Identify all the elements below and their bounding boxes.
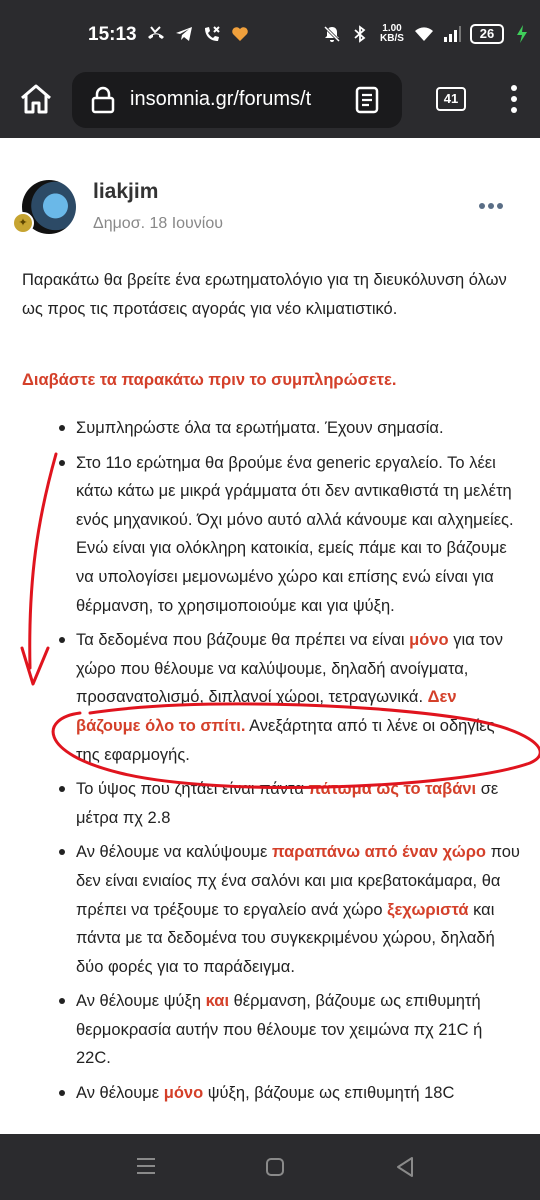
- system-nav-bar: [0, 1134, 540, 1200]
- reader-mode-icon[interactable]: [354, 86, 380, 114]
- annotation-arrowhead: [22, 648, 48, 684]
- status-time: 15:13: [88, 24, 137, 45]
- lock-icon: [90, 86, 116, 114]
- bullet-text: ψύξη, βάζουμε ως επιθυμητή 18C: [203, 1084, 455, 1103]
- mute-icon: [322, 24, 342, 44]
- nav-home-icon[interactable]: [264, 1156, 286, 1178]
- bullet-text: θέρμανση, βάζουμε ως επιθυμητή θερμοκρασία αυτήν που θέλουμε τον χειμώνα πχ 21C ή 22C.: [76, 992, 483, 1068]
- list-item: [76, 626, 520, 769]
- list-item: [76, 449, 520, 621]
- net-speed-unit: KB/S: [380, 33, 404, 44]
- back-icon[interactable]: [394, 1155, 416, 1179]
- bullet-text: Συμπληρώστε όλα τα ερωτήματα. Έχουν σημασία.: [76, 419, 444, 437]
- page-content: [0, 138, 540, 1134]
- list-item: [76, 775, 520, 832]
- home-icon: [16, 80, 56, 120]
- post-date[interactable]: Δημοσ. 18 Ιουνίου: [93, 215, 224, 232]
- bullet-text: Αν θέλουμε να καλύψουμε: [76, 843, 272, 862]
- list-item: [76, 838, 520, 981]
- more-horiz-icon[interactable]: [478, 198, 504, 208]
- highlight-text: και: [205, 992, 230, 1011]
- bullet-text: που δεν είναι ενιαίος πχ ένα σαλόνι και μια κρεβατοκάμαρα, θα πρέπει να τρέξουμε το εργαλείο ανά χώρο: [76, 843, 520, 919]
- bullet-text: Στο 11ο ερώτημα θα βρούμε ένα generic εργαλείο. Το λέει κάτω κάτω με μικρά γράμματα ότι δεν αντικαθιστά τη μελέτη ενός μηχανικού. Όχι μόνο αυτό αλλά κάνουμε και αλχημείες. Ενώ είναι για ολόκληρη κατοικία, εμείς πάμε και το βάζουμε να υπολογίσει μεμονωμένο χώρο και επίσης ενώ είναι για θέρμανση, το χρησιμοποιούμε και για ψύξη.: [76, 453, 514, 615]
- annotation-arrow-stroke: [30, 454, 56, 668]
- bullet-text: Ανεξάρτητα από τι λένε οι οδηγίες της εφαρμογής.: [76, 716, 495, 764]
- bullet-text: Αν θέλουμε ψύξη: [76, 992, 206, 1011]
- list-item: [76, 1079, 520, 1108]
- list-item: [76, 987, 520, 1073]
- bullet-text: σε μέτρα πχ 2.8: [76, 780, 499, 827]
- url-text[interactable]: insomnia.gr/forums/t: [130, 88, 312, 110]
- bullet-text: Το ύψος που ζητάει είναι πάντα: [76, 780, 309, 799]
- recent-apps-icon[interactable]: [134, 1156, 158, 1176]
- net-speed: [378, 24, 406, 44]
- app-notification-icon: [230, 24, 250, 44]
- highlight-text: ξεχωριστά: [387, 900, 469, 919]
- wifi-icon: [414, 24, 434, 44]
- bluetooth-icon: [350, 24, 370, 44]
- charging-icon: [512, 24, 532, 44]
- highlight-text: πάτωμα ως το ταβάνι: [308, 780, 477, 799]
- highlight-text: Δεν βάζουμε όλο το σπίτι.: [76, 688, 457, 735]
- bullet-text: και πάντα με τα δεδομένα του συγκεκριμένου χώρου, δηλαδή δύο φορές για το παράδειγμα.: [76, 900, 495, 976]
- net-speed-value: 1.00: [382, 23, 402, 34]
- highlight-text: μόνο: [409, 631, 449, 650]
- missed-call-icon: [146, 24, 166, 44]
- bullet-text: Αν θέλουμε: [76, 1084, 164, 1103]
- list-item: [76, 414, 520, 443]
- tab-switcher-button[interactable]: 41: [436, 87, 466, 111]
- address-bar[interactable]: [72, 72, 402, 128]
- post-intro: Παρακάτω θα βρείτε ένα ερωτηματολόγιο για τη διευκόλυνση όλων ως προς τις προτάσεις αγοράς για νέο κλιματιστικό.: [22, 271, 507, 318]
- post-warning: Διαβάστε τα παρακάτω πριν το συμπληρώσετε.: [22, 371, 397, 389]
- more-vert-icon[interactable]: [504, 82, 524, 116]
- call-blocked-icon: [202, 24, 222, 44]
- bullet-text: Τα δεδομένα που βάζουμε θα πρέπει να είναι: [76, 631, 410, 650]
- rank-badge-icon: ✦: [12, 212, 34, 234]
- highlight-text: μόνο: [163, 1084, 204, 1103]
- bullet-list: [76, 414, 520, 1114]
- post-author[interactable]: liakjim: [93, 180, 159, 203]
- notification-icons: [146, 24, 250, 44]
- home-button[interactable]: [16, 80, 56, 120]
- status-bar: [0, 0, 540, 70]
- signal-icon: [442, 24, 462, 44]
- bullet-text: για τον χώρο που θέλουμε να καλύψουμε, δηλαδή ανοίγματα, προσανατολισμό, διπλανοί χώροι, τετραγωνικά.: [76, 631, 503, 707]
- telegram-icon: [174, 24, 194, 44]
- browser-toolbar: [0, 70, 540, 138]
- highlight-text: παραπάνω από έναν χώρο: [271, 843, 487, 862]
- battery-indicator: 26: [470, 24, 504, 44]
- system-icons: [322, 24, 532, 44]
